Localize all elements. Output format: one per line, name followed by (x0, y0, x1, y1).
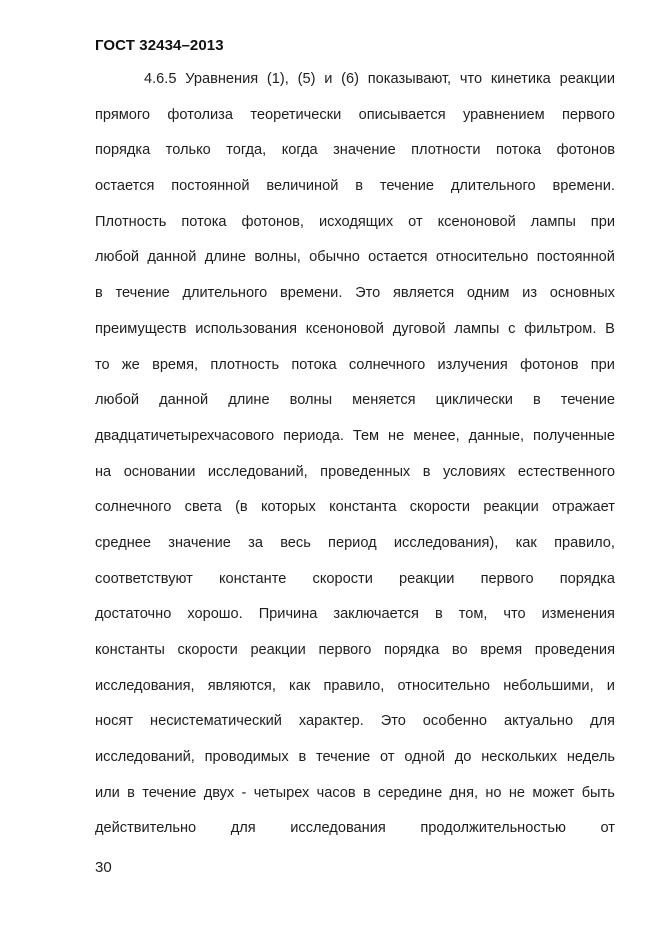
word: правило, (323, 677, 385, 694)
word: волны, (254, 249, 301, 266)
word: полученные (533, 427, 615, 444)
text-line (95, 813, 615, 849)
word: потока (291, 356, 337, 373)
word: реакции (399, 570, 455, 587)
word: часов (316, 784, 356, 801)
word: что (459, 71, 483, 87)
word: плотность (210, 356, 280, 373)
text-line (95, 100, 615, 136)
text-line (95, 242, 615, 278)
word: первого (561, 106, 615, 123)
word: использования (195, 320, 297, 337)
word: в (127, 784, 135, 801)
word: до (454, 749, 472, 766)
word: которых (260, 499, 316, 516)
word: константы (95, 642, 165, 658)
word: течение (560, 392, 615, 409)
word: являются, (207, 677, 276, 694)
word: меняется (352, 392, 416, 409)
word: значение (168, 534, 231, 551)
word: продолжительностью (420, 820, 566, 837)
word: фотонов (556, 142, 615, 159)
page-number: 30 (95, 859, 112, 876)
word: не (388, 427, 405, 444)
text-line (95, 171, 615, 207)
word: Тем (352, 427, 380, 444)
word: кинетика (490, 71, 551, 87)
word: данные, (468, 427, 525, 444)
word: солнечного (348, 356, 426, 373)
word: и (324, 71, 333, 87)
word: длительного (450, 178, 536, 195)
word: четырех (253, 784, 310, 801)
word: постоянной (536, 249, 615, 266)
text-line (95, 778, 615, 814)
word: потока (495, 142, 542, 159)
word: (1), (266, 71, 289, 87)
word: остается (95, 178, 155, 195)
text-line (95, 564, 615, 600)
word: (6) (341, 71, 359, 87)
word: среднее (95, 534, 152, 551)
word: ксеноновой (305, 320, 384, 337)
word: скорости (409, 499, 471, 516)
word: из (522, 285, 538, 302)
word: но (485, 784, 502, 801)
word: как (515, 534, 537, 551)
word: излучения (437, 356, 508, 373)
word: исходящих (318, 213, 394, 230)
word: изменения (541, 606, 615, 623)
word: дуговой (392, 320, 446, 337)
word: нескольких (481, 749, 558, 766)
word: в (532, 392, 541, 409)
word: на (95, 463, 112, 480)
word: что (503, 606, 526, 623)
word: исследования, (95, 677, 195, 694)
word: фотонов (520, 356, 579, 373)
word: проведенных (320, 463, 411, 480)
word: условиях (443, 463, 506, 480)
word: первого (480, 570, 534, 587)
word: течение (379, 178, 435, 195)
word: отражает (552, 499, 615, 516)
word: хорошо. (187, 606, 243, 623)
word: правило, (554, 534, 615, 551)
word: скорости (312, 570, 373, 587)
word: в (362, 784, 371, 801)
word: быть (581, 784, 615, 801)
word: носят (95, 713, 134, 730)
word: скорости (177, 642, 238, 658)
text-line (95, 492, 615, 528)
word: фотонов, (241, 213, 304, 230)
word: от (600, 820, 615, 837)
word: проведения (534, 642, 615, 658)
word: характер. (298, 713, 364, 730)
word: порядка (559, 570, 615, 587)
word: времени. (552, 178, 615, 195)
paragraph-4-6-5 (95, 64, 615, 849)
word: Это (355, 285, 381, 302)
word: потока (181, 213, 227, 230)
word: же (121, 356, 140, 373)
word: одной (404, 749, 445, 766)
word: периода. (283, 427, 344, 444)
word: как (289, 677, 311, 694)
text-line (95, 528, 615, 564)
word: реакции (559, 71, 615, 87)
word: двух (203, 784, 235, 801)
text-line (95, 64, 615, 100)
word: только (165, 142, 211, 159)
word: от (380, 749, 395, 766)
word: описывается (358, 106, 446, 123)
text-line (95, 314, 615, 350)
word: во (451, 642, 468, 658)
word: одним (466, 285, 510, 302)
word: - (241, 784, 247, 801)
word: времени. (279, 285, 343, 302)
word: тогда, (226, 142, 267, 159)
text-line (95, 742, 615, 778)
text-line (95, 350, 615, 386)
word: менее, (413, 427, 460, 444)
word: длине (228, 392, 270, 409)
word: актуально (504, 713, 574, 730)
text-line (95, 457, 615, 493)
word: весь (280, 534, 311, 551)
word: действительно (95, 820, 197, 837)
word: несистематический (150, 713, 282, 730)
text-line (95, 278, 615, 314)
word: Причина (258, 606, 318, 623)
word: за (248, 534, 263, 551)
word: для (590, 713, 615, 730)
word: солнечного (95, 499, 172, 516)
word: середине (378, 784, 443, 801)
word: лампы (530, 213, 576, 230)
word: и (606, 677, 615, 694)
word: не (508, 784, 526, 801)
word: первого (318, 642, 372, 658)
word: особенно (422, 713, 488, 730)
word: для (230, 820, 256, 837)
word: порядка (95, 142, 151, 159)
word: достаточно (95, 606, 172, 623)
word: Уравнения (185, 71, 259, 87)
word: то (95, 356, 110, 373)
word: время (480, 642, 523, 658)
word: длине (204, 249, 247, 266)
word: прямого (95, 106, 151, 123)
word: любой (95, 249, 140, 266)
word: реакции (483, 499, 539, 516)
word: реакции (250, 642, 306, 658)
word: относительно (435, 249, 529, 266)
word: ксеноновой (437, 213, 516, 230)
word: константа (329, 499, 397, 516)
text-line (95, 385, 615, 421)
word: константе (219, 570, 287, 587)
word: (5) (297, 71, 316, 87)
word: В (605, 320, 615, 337)
word: фотолиза (167, 106, 233, 123)
word: исследования (290, 820, 386, 837)
word: естественного (517, 463, 615, 480)
word: длительного (182, 285, 268, 302)
word: остается (368, 249, 428, 266)
word: значение (333, 142, 396, 159)
word: циклически (435, 392, 513, 409)
word: соответствуют (95, 570, 193, 587)
word: с (508, 320, 516, 337)
text-line (95, 421, 615, 457)
word: (в (235, 499, 248, 516)
word: недель (566, 749, 615, 766)
word: плотности (411, 142, 481, 159)
word: небольшими, (503, 677, 594, 694)
word: в (95, 285, 103, 302)
word: исследований, (207, 463, 308, 480)
word: течение (115, 285, 170, 302)
word: уравнением (462, 106, 545, 123)
word: период (328, 534, 377, 551)
word: является (393, 285, 455, 302)
word: волны (289, 392, 333, 409)
word: течение (316, 749, 371, 766)
document-header-standard-id: ГОСТ 32434–2013 (95, 37, 224, 54)
word: основных (549, 285, 615, 302)
text-line (95, 706, 615, 742)
word: лампы (454, 320, 500, 337)
word: Плотность (95, 213, 167, 230)
word: данной (159, 392, 209, 409)
text-line (95, 599, 615, 635)
word: проводимых (204, 749, 289, 766)
word: относительно (397, 677, 491, 694)
word: Это (380, 713, 406, 730)
word: дня, (449, 784, 479, 801)
word: в (298, 749, 307, 766)
word: или (95, 784, 120, 801)
text-line (95, 635, 615, 671)
word: в (422, 463, 431, 480)
word: может (532, 784, 575, 801)
word: теоретически (250, 106, 342, 123)
word: том, (458, 606, 488, 623)
word: исследований, (95, 749, 195, 766)
word: в (434, 606, 443, 623)
word: преимуществ (95, 320, 187, 337)
word: показывают, (367, 71, 452, 87)
word: течение (142, 784, 197, 801)
word: в (355, 178, 363, 195)
word: двадцатичетырехчасового (95, 427, 275, 444)
word: 4.6.5 (144, 71, 177, 87)
word: обычно (309, 249, 360, 266)
word: при (590, 356, 615, 373)
word: время, (152, 356, 199, 373)
word: величиной (266, 178, 339, 195)
word: света (184, 499, 222, 516)
word: заключается (333, 606, 419, 623)
word: основании (123, 463, 196, 480)
word: постоянной (171, 178, 250, 195)
text-line (95, 135, 615, 171)
word: исследования), (393, 534, 499, 551)
word: от (408, 213, 423, 230)
word: порядка (384, 642, 440, 658)
word: при (590, 213, 615, 230)
word: когда (281, 142, 318, 159)
text-line (95, 207, 615, 243)
word: фильтром. (524, 320, 597, 337)
word: данной (147, 249, 197, 266)
word: любой (95, 392, 140, 409)
text-line (95, 671, 615, 707)
